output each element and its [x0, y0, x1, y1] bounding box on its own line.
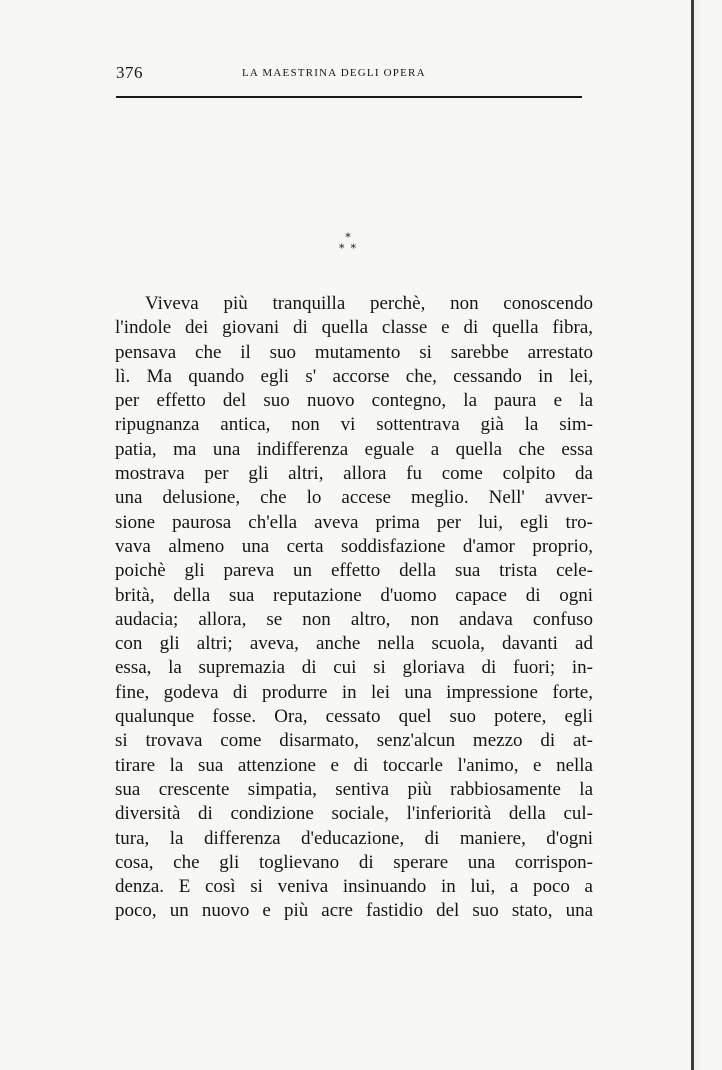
- text-line: fine, godeva di produrre in lei una impressione forte,: [115, 681, 593, 703]
- text-line: pensava che il suo mutamento si sarebbe arrestato: [115, 341, 593, 363]
- text-line: mostrava per gli altri, allora fu come colpito da: [115, 463, 593, 485]
- text-line: sione paurosa ch'ella aveva prima per lui, egli tro-: [115, 511, 593, 533]
- running-title: LA MAESTRINA DEGLI OPERA: [242, 67, 426, 79]
- text-line: diversità di condizione sociale, l'inferiorità della cul-: [115, 803, 593, 825]
- text-line: una delusione, che lo accese meglio. Nell' avver-: [115, 487, 593, 509]
- text-line: poco, un nuovo e più acre fastidio del suo stato, una: [115, 900, 593, 922]
- page-edge: [691, 0, 694, 1070]
- text-line: vava almeno una certa soddisfazione d'amor proprio,: [115, 535, 593, 557]
- text-line: qualunque fosse. Ora, cessato quel suo potere, egli: [115, 706, 593, 728]
- text-line: brità, della sua reputazione d'uomo capace di ogni: [115, 584, 593, 606]
- text-line: poichè gli pareva un effetto della sua trista cele-: [115, 560, 593, 582]
- text-line: tura, la differenza d'educazione, di maniere, d'ogni: [115, 827, 593, 849]
- text-line: denza. E così si veniva insinuando in lui, a poco a: [115, 876, 593, 898]
- body-text: [115, 292, 593, 924]
- text-line: con gli altri; aveva, anche nella scuola, davanti ad: [115, 633, 593, 655]
- text-line: patia, ma una indifferenza eguale a quella che essa: [115, 438, 593, 460]
- text-line: per effetto del suo nuovo contegno, la paura e la: [115, 390, 593, 412]
- text-line: essa, la supremazia di cui si gloriava di fuori; in-: [115, 657, 593, 679]
- text-line: tirare la sua attenzione e di toccarle l'animo, e nella: [115, 754, 593, 776]
- text-line: audacia; allora, se non altro, non andava confuso: [115, 608, 593, 630]
- asterism-top: *: [345, 231, 351, 244]
- text-line: l'indole dei giovani di quella classe e di quella fibra,: [115, 317, 593, 339]
- page-number: 376: [116, 63, 143, 82]
- page-edge-shadow: [694, 0, 704, 1070]
- text-line: ripugnanza antica, non vi sottentrava già la sim-: [115, 414, 593, 436]
- page-header: [116, 63, 582, 87]
- text-line: cosa, che gli toglievano di sperare una corrispon-: [115, 851, 593, 873]
- header-rule: [116, 96, 582, 98]
- asterism-ornament: [330, 232, 366, 262]
- text-line: sua crescente simpatia, sentiva più rabbiosamente la: [115, 778, 593, 800]
- asterism-bottom: **: [339, 242, 362, 255]
- text-line: lì. Ma quando egli s' accorse che, cessando in lei,: [115, 365, 593, 387]
- text-line: si trovava come disarmato, senz'alcun mezzo di at-: [115, 730, 593, 752]
- text-line: Viveva più tranquilla perchè, non conoscendo: [145, 293, 593, 314]
